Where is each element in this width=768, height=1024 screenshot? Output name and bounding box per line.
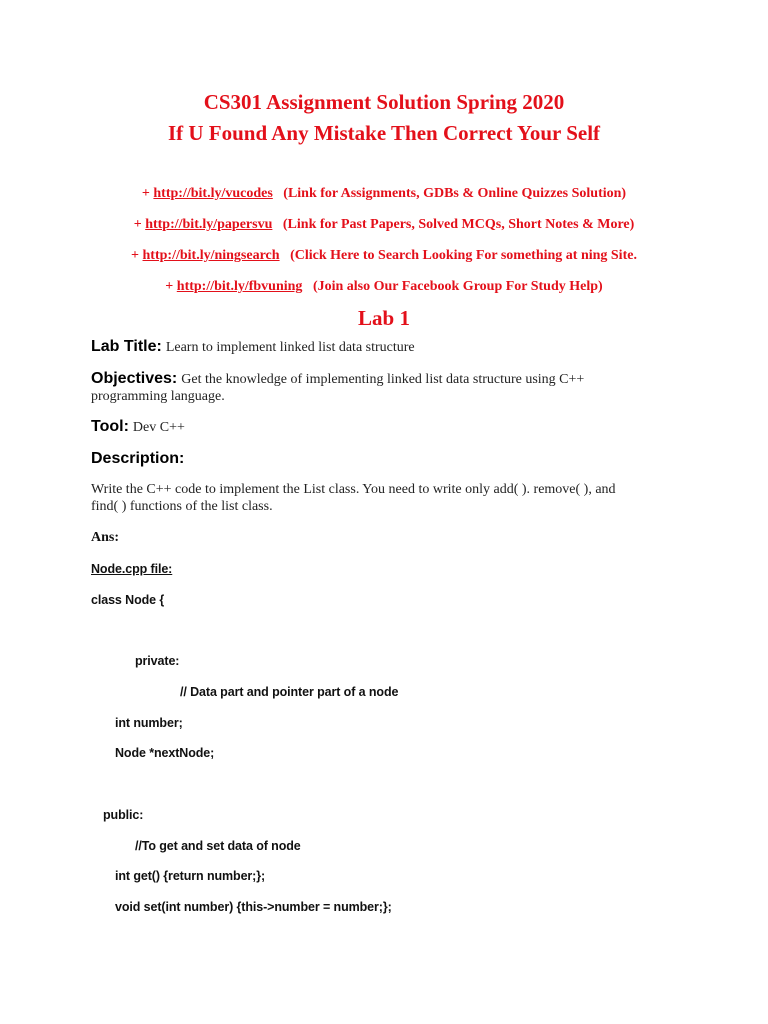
lab-heading: Lab 1 xyxy=(358,306,410,330)
description-text: Write the C++ code to implement the List class. You need to write only add( ). remove( ), and xyxy=(91,482,616,497)
lab-title-label: Lab Title: xyxy=(91,338,162,355)
code-line: private: xyxy=(135,654,180,668)
code-file-label: Node.cpp file: xyxy=(91,562,173,576)
link-line-vucodes xyxy=(0,186,768,202)
document-title: CS301 Assignment Solution Spring 2020 xyxy=(203,90,565,114)
link-description: (Link for Past Papers, Solved MCQs, Short Notes & More) xyxy=(282,217,635,232)
link-description: (Click Here to Search Looking For something at ning Site. xyxy=(290,248,637,263)
link-line-ningsearch xyxy=(0,248,768,264)
link-vucodes[interactable]: http://bit.ly/vucodes xyxy=(153,186,273,201)
link-ningsearch[interactable]: http://bit.ly/ningsearch xyxy=(142,248,280,263)
lab-title-row xyxy=(91,338,415,356)
link-fbvuning[interactable]: http://bit.ly/fbvuning xyxy=(176,279,303,294)
link-line-fbvuning xyxy=(0,279,768,295)
objectives-row xyxy=(91,370,584,388)
link-prefix: + xyxy=(133,217,146,232)
tool-text: Dev C++ xyxy=(132,420,185,435)
link-prefix: + xyxy=(165,279,177,294)
code-line: int number; xyxy=(115,716,183,730)
description-label: Description: xyxy=(91,450,185,467)
code-line: // Data part and pointer part of a node xyxy=(180,685,399,699)
link-description: (Link for Assignments, GDBs & Online Quizzes Solution) xyxy=(283,186,627,201)
link-papersvu[interactable]: http://bit.ly/papersvu xyxy=(145,217,273,232)
code-line: public: xyxy=(103,808,144,822)
link-description: (Join also Our Facebook Group For Study Help) xyxy=(312,279,603,294)
description-text-continued: find( ) functions of the list class. xyxy=(91,499,273,514)
code-line: void set(int number) {this->number = number;}; xyxy=(115,900,392,914)
link-prefix: + xyxy=(131,248,143,263)
link-prefix: + xyxy=(141,186,154,201)
link-line-papersvu xyxy=(0,217,768,233)
code-line: int get() {return number;}; xyxy=(115,869,266,883)
tool-row xyxy=(91,418,185,436)
code-line: Node *nextNode; xyxy=(115,746,215,760)
tool-label: Tool: xyxy=(91,418,129,435)
objectives-text-continued: programming language. xyxy=(91,389,225,404)
answer-label: Ans: xyxy=(91,530,120,545)
objectives-text: Get the knowledge of implementing linked list data structure using C++ xyxy=(181,372,585,387)
code-line: class Node { xyxy=(91,593,165,607)
document-subtitle: If U Found Any Mistake Then Correct Your Self xyxy=(167,121,601,145)
lab-title-text: Learn to implement linked list data structure xyxy=(165,340,415,355)
objectives-label: Objectives: xyxy=(91,370,178,387)
code-line: //To get and set data of node xyxy=(135,839,301,853)
